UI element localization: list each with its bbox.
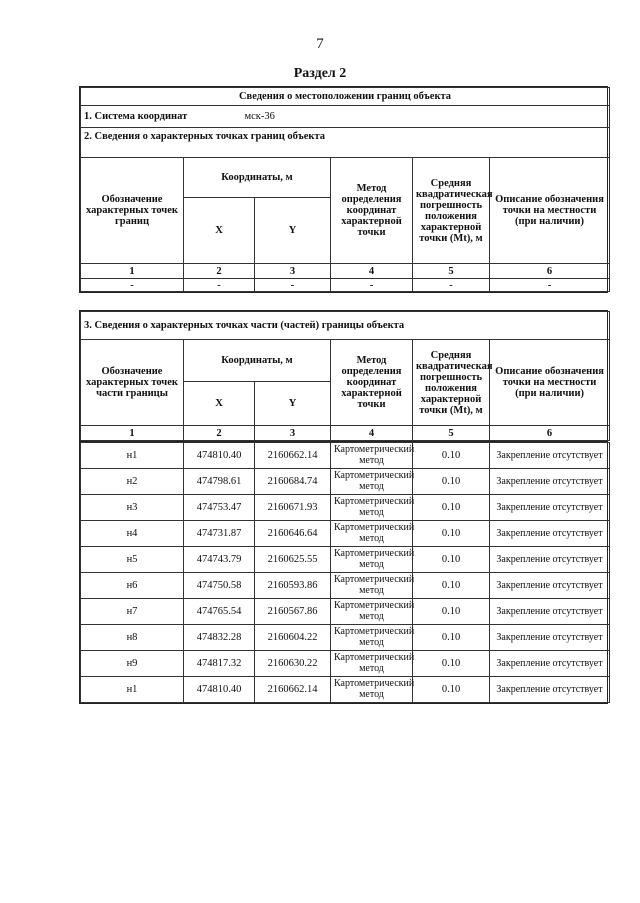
section3-frame bbox=[79, 310, 608, 442]
section2-table bbox=[80, 87, 610, 292]
x-coordinate-cell: 474731.87 bbox=[184, 521, 255, 547]
y-coordinate-cell: 2160662.14 bbox=[255, 677, 331, 703]
x-coordinate-cell: 474753.47 bbox=[184, 495, 255, 521]
table-row bbox=[81, 651, 610, 677]
error-cell: 0.10 bbox=[413, 625, 490, 651]
s2-empty-row: - - - - - - bbox=[81, 279, 610, 292]
s3-header-method: Метод определения координат характерной точки bbox=[331, 340, 413, 426]
y-coordinate-cell: 2160625.55 bbox=[255, 547, 331, 573]
s3-header-error: Средняя квадратическая погрешность положения характерной точки (Mt), м bbox=[413, 340, 490, 426]
y-coordinate-cell: 2160567.86 bbox=[255, 599, 331, 625]
point-cell: н6 bbox=[81, 573, 184, 599]
s2-header-designation: Обозначение характерных точек границ bbox=[81, 158, 184, 264]
point-cell: н3 bbox=[81, 495, 184, 521]
method-cell: Картометрический метод bbox=[331, 651, 413, 677]
y-coordinate-cell: 2160646.64 bbox=[255, 521, 331, 547]
y-coordinate-cell: 2160684.74 bbox=[255, 469, 331, 495]
s2-column-numbers: 1 2 3 4 5 6 bbox=[81, 264, 610, 279]
description-cell: Закрепление отсутствует bbox=[490, 547, 610, 573]
s2-header-coordinates: Координаты, м bbox=[184, 158, 331, 198]
s3-column-numbers: 1 2 3 4 5 6 bbox=[81, 426, 610, 441]
x-coordinate-cell: 474810.40 bbox=[184, 677, 255, 703]
section3-title-row bbox=[81, 312, 610, 340]
table-row bbox=[81, 599, 610, 625]
coord-system-label: 1. Система координат bbox=[84, 111, 188, 122]
error-cell: 0.10 bbox=[413, 443, 490, 469]
table-row bbox=[81, 521, 610, 547]
section2-title-row bbox=[81, 128, 610, 158]
y-coordinate-cell: 2160671.93 bbox=[255, 495, 331, 521]
section3-title: 3. Сведения о характерных точках части (частей) границы объекта bbox=[81, 312, 610, 340]
description-cell: Закрепление отсутствует bbox=[490, 625, 610, 651]
block-title-row bbox=[81, 88, 610, 106]
section3-data-frame bbox=[79, 441, 608, 704]
point-cell: н4 bbox=[81, 521, 184, 547]
x-coordinate-cell: 474817.32 bbox=[184, 651, 255, 677]
table-row bbox=[81, 495, 610, 521]
description-cell: Закрепление отсутствует bbox=[490, 469, 610, 495]
s3-header-designation: Обозначение характерных точек части границы bbox=[81, 340, 184, 426]
table-row bbox=[81, 625, 610, 651]
error-cell: 0.10 bbox=[413, 495, 490, 521]
error-cell: 0.10 bbox=[413, 521, 490, 547]
method-cell: Картометрический метод bbox=[331, 443, 413, 469]
s2-header-method: Метод определения координат характерной точки bbox=[331, 158, 413, 264]
point-cell: н5 bbox=[81, 547, 184, 573]
x-coordinate-cell: 474798.61 bbox=[184, 469, 255, 495]
page-number: 7 bbox=[316, 36, 324, 52]
table-row bbox=[81, 469, 610, 495]
error-cell: 0.10 bbox=[413, 469, 490, 495]
description-cell: Закрепление отсутствует bbox=[490, 677, 610, 703]
description-cell: Закрепление отсутствует bbox=[490, 573, 610, 599]
point-cell: н7 bbox=[81, 599, 184, 625]
x-coordinate-cell: 474743.79 bbox=[184, 547, 255, 573]
s3-header-x: X bbox=[184, 382, 255, 426]
s2-header-y: Y bbox=[255, 198, 331, 264]
x-coordinate-cell: 474832.28 bbox=[184, 625, 255, 651]
error-cell: 0.10 bbox=[413, 599, 490, 625]
method-cell: Картометрический метод bbox=[331, 495, 413, 521]
point-cell: н8 bbox=[81, 625, 184, 651]
error-cell: 0.10 bbox=[413, 651, 490, 677]
point-cell: н2 bbox=[81, 469, 184, 495]
method-cell: Картометрический метод bbox=[331, 599, 413, 625]
method-cell: Картометрический метод bbox=[331, 547, 413, 573]
section3-table bbox=[80, 311, 610, 441]
error-cell: 0.10 bbox=[413, 547, 490, 573]
method-cell: Картометрический метод bbox=[331, 625, 413, 651]
section3-data-table bbox=[80, 442, 610, 703]
description-cell: Закрепление отсутствует bbox=[490, 443, 610, 469]
s2-header-error: Средняя квадратическая погрешность положения характерной точки (Mt), м bbox=[413, 158, 490, 264]
point-cell: н1 bbox=[81, 443, 184, 469]
x-coordinate-cell: 474810.40 bbox=[184, 443, 255, 469]
table-row bbox=[81, 677, 610, 703]
description-cell: Закрепление отсутствует bbox=[490, 495, 610, 521]
block-title: Сведения о местоположении границ объекта bbox=[81, 88, 610, 106]
x-coordinate-cell: 474750.58 bbox=[184, 573, 255, 599]
table-row bbox=[81, 547, 610, 573]
description-cell: Закрепление отсутствует bbox=[490, 599, 610, 625]
y-coordinate-cell: 2160593.86 bbox=[255, 573, 331, 599]
method-cell: Картометрический метод bbox=[331, 521, 413, 547]
table-row bbox=[81, 443, 610, 469]
error-cell: 0.10 bbox=[413, 573, 490, 599]
s2-header-description: Описание обозначения точки на местности (при наличии) bbox=[490, 158, 610, 264]
point-cell: н1 bbox=[81, 677, 184, 703]
s3-header-coordinates: Координаты, м bbox=[184, 340, 331, 382]
y-coordinate-cell: 2160604.22 bbox=[255, 625, 331, 651]
point-cell: н9 bbox=[81, 651, 184, 677]
description-cell: Закрепление отсутствует bbox=[490, 651, 610, 677]
y-coordinate-cell: 2160662.14 bbox=[255, 443, 331, 469]
y-coordinate-cell: 2160630.22 bbox=[255, 651, 331, 677]
boundary-info-frame bbox=[79, 86, 608, 293]
section-title: Раздел 2 bbox=[293, 66, 347, 81]
s2-header-x: X bbox=[184, 198, 255, 264]
table-row bbox=[81, 573, 610, 599]
coord-system-row bbox=[81, 106, 610, 128]
x-coordinate-cell: 474765.54 bbox=[184, 599, 255, 625]
coord-system-value: мск-36 bbox=[244, 111, 275, 122]
s3-header-y: Y bbox=[255, 382, 331, 426]
method-cell: Картометрический метод bbox=[331, 573, 413, 599]
section2-title: 2. Сведения о характерных точках границ объекта bbox=[81, 128, 610, 158]
method-cell: Картометрический метод bbox=[331, 677, 413, 703]
method-cell: Картометрический метод bbox=[331, 469, 413, 495]
error-cell: 0.10 bbox=[413, 677, 490, 703]
description-cell: Закрепление отсутствует bbox=[490, 521, 610, 547]
s3-header-description: Описание обозначения точки на местности (при наличии) bbox=[490, 340, 610, 426]
